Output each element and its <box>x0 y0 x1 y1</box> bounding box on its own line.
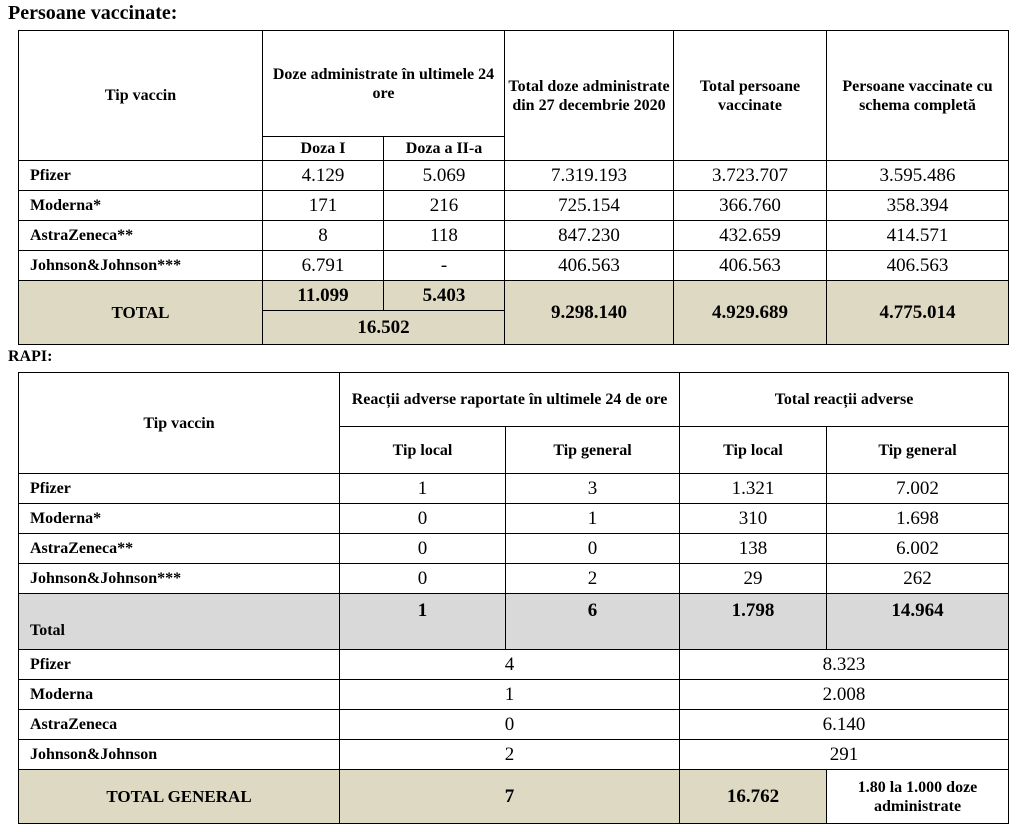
vaccine-name: Johnson&Johnson <box>19 740 340 770</box>
vaccinated-heading: Persoane vaccinate: <box>8 2 178 24</box>
vaccine-name: Johnson&Johnson*** <box>19 251 263 281</box>
reactii-24-value: 2 <box>340 740 680 770</box>
local-total-value: 138 <box>680 534 827 564</box>
vaccine-name: Pfizer <box>19 161 263 191</box>
general-total-value: 262 <box>827 564 1009 594</box>
col-header-total-doze: Total doze administrate din 27 decembrie 2020 <box>505 31 674 161</box>
total-persoane-value: 432.659 <box>674 221 827 251</box>
local-total-value: 1.321 <box>680 474 827 504</box>
table-row <box>19 564 1009 594</box>
schema-value: 414.571 <box>827 221 1009 251</box>
summary-row <box>19 710 1009 740</box>
general-24-value: 3 <box>506 474 680 504</box>
table-row <box>19 534 1009 564</box>
col-header-doza2: Doza a II-a <box>384 137 505 161</box>
general-total-value: 1.698 <box>827 504 1009 534</box>
total-general-sum: 14.964 <box>827 594 1009 650</box>
table-row <box>19 221 1009 251</box>
total-row <box>19 594 1009 650</box>
total-general-24: 6 <box>506 594 680 650</box>
col-header-reactii24: Reacții adverse raportate în ultimele 24 de ore <box>340 373 680 427</box>
reactii-total-value: 291 <box>680 740 1009 770</box>
rapi-table <box>18 372 1009 824</box>
vaccine-name: AstraZeneca <box>19 710 340 740</box>
general-total-label: TOTAL GENERAL <box>19 770 340 824</box>
vaccine-name: Moderna* <box>19 191 263 221</box>
general-total-sum: 16.762 <box>680 770 827 824</box>
vaccine-name: Pfizer <box>19 474 340 504</box>
total-local-24: 1 <box>340 594 506 650</box>
table-row <box>19 251 1009 281</box>
doza1-value: 6.791 <box>263 251 384 281</box>
doza1-value: 4.129 <box>263 161 384 191</box>
col-header-general-24: Tip general <box>506 427 680 474</box>
local-24-value: 0 <box>340 534 506 564</box>
general-24-value: 2 <box>506 564 680 594</box>
col-header-total-reactii: Total reacții adverse <box>680 373 1009 427</box>
total-row <box>19 281 1009 311</box>
vaccine-name: Moderna* <box>19 504 340 534</box>
total-persoane-value: 366.760 <box>674 191 827 221</box>
doza2-value: 118 <box>384 221 505 251</box>
local-total-value: 310 <box>680 504 827 534</box>
vaccine-name: Moderna <box>19 680 340 710</box>
reactii-total-value: 2.008 <box>680 680 1009 710</box>
general-24-value: 1 <box>506 504 680 534</box>
total-label: TOTAL <box>19 281 263 345</box>
doza2-value: 216 <box>384 191 505 221</box>
total-doza2: 5.403 <box>384 281 505 311</box>
total-doze-value: 847.230 <box>505 221 674 251</box>
col-header-schema: Persoane vaccinate cu schema completă <box>827 31 1009 161</box>
vaccine-name: Johnson&Johnson*** <box>19 564 340 594</box>
general-rate: 1.80 la 1.000 doze administrate <box>827 770 1009 824</box>
total-schema-sum: 4.775.014 <box>827 281 1009 345</box>
table-row <box>19 161 1009 191</box>
local-24-value: 0 <box>340 564 506 594</box>
total-doza1: 11.099 <box>263 281 384 311</box>
local-total-value: 29 <box>680 564 827 594</box>
doza2-value: - <box>384 251 505 281</box>
schema-value: 358.394 <box>827 191 1009 221</box>
total-persoane-value: 406.563 <box>674 251 827 281</box>
local-24-value: 1 <box>340 474 506 504</box>
total-doze-sum: 9.298.140 <box>505 281 674 345</box>
summary-row <box>19 650 1009 680</box>
schema-value: 3.595.486 <box>827 161 1009 191</box>
col-header-local-24: Tip local <box>340 427 506 474</box>
rapi-heading: RAPI: <box>8 348 53 365</box>
total-persoane-sum: 4.929.689 <box>674 281 827 345</box>
col-header-tip: Tip vaccin <box>19 373 340 474</box>
total-24h-sum: 16.502 <box>263 311 505 345</box>
general-total-24: 7 <box>340 770 680 824</box>
vaccine-name: Pfizer <box>19 650 340 680</box>
general-total-value: 6.002 <box>827 534 1009 564</box>
schema-value: 406.563 <box>827 251 1009 281</box>
total-doze-value: 406.563 <box>505 251 674 281</box>
col-header-local-total: Tip local <box>680 427 827 474</box>
summary-row <box>19 740 1009 770</box>
total-persoane-value: 3.723.707 <box>674 161 827 191</box>
reactii-total-value: 8.323 <box>680 650 1009 680</box>
doza2-value: 5.069 <box>384 161 505 191</box>
vaccinated-table <box>18 30 1009 345</box>
local-24-value: 0 <box>340 504 506 534</box>
col-header-doza1: Doza I <box>263 137 384 161</box>
general-total-value: 7.002 <box>827 474 1009 504</box>
reactii-total-value: 6.140 <box>680 710 1009 740</box>
col-header-general-total: Tip general <box>827 427 1009 474</box>
table-row <box>19 474 1009 504</box>
reactii-24-value: 4 <box>340 650 680 680</box>
total-label: Total <box>19 594 340 650</box>
total-doze-value: 725.154 <box>505 191 674 221</box>
general-24-value: 0 <box>506 534 680 564</box>
reactii-24-value: 1 <box>340 680 680 710</box>
doza1-value: 8 <box>263 221 384 251</box>
col-header-tip: Tip vaccin <box>19 31 263 161</box>
vaccine-name: AstraZeneca** <box>19 221 263 251</box>
total-doze-value: 7.319.193 <box>505 161 674 191</box>
col-header-total-persoane: Total persoane vaccinate <box>674 31 827 161</box>
table-row <box>19 191 1009 221</box>
col-header-doze24: Doze administrate în ultimele 24 ore <box>263 31 505 137</box>
vaccine-name: AstraZeneca** <box>19 534 340 564</box>
reactii-24-value: 0 <box>340 710 680 740</box>
general-total-row <box>19 770 1009 824</box>
doza1-value: 171 <box>263 191 384 221</box>
summary-row <box>19 680 1009 710</box>
table-row <box>19 504 1009 534</box>
total-local-sum: 1.798 <box>680 594 827 650</box>
